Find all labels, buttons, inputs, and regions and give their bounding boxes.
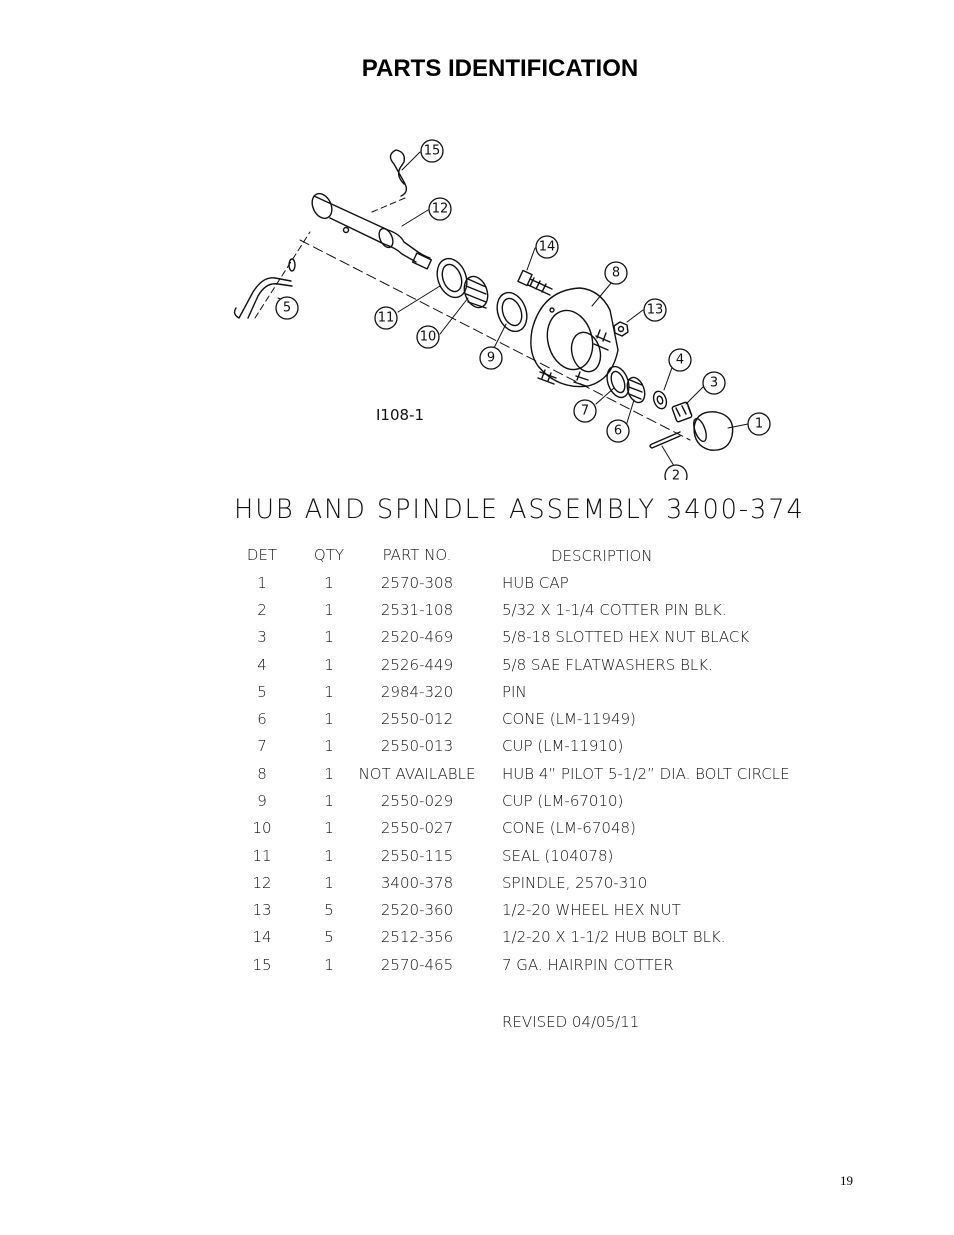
column-header-det: DET [246, 546, 278, 564]
det-cell: 11 [252, 847, 272, 865]
desc-cell: 7 GA. HAIRPIN COTTER [502, 956, 674, 974]
desc-cell: SEAL (104078) [502, 847, 614, 865]
part-cell: NOT AVAILABLE [358, 765, 476, 783]
desc-cell: 1/2-20 X 1-1/2 HUB BOLT BLK. [502, 928, 726, 946]
assembly-title: HUB AND SPINDLE ASSEMBLY 3400-374 [234, 494, 805, 525]
qty-cell: 5 [324, 928, 334, 946]
callout-label-9: 9 [486, 350, 496, 366]
callout-label-2: 2 [671, 468, 681, 480]
det-cell: 1 [257, 574, 267, 592]
hub-cap-part [691, 412, 732, 450]
qty-cell: 5 [324, 901, 334, 919]
page-number: 19 [840, 1173, 853, 1188]
revision-note: REVISED 04/05/11 [502, 1013, 640, 1031]
qty-cell: 1 [324, 574, 334, 592]
desc-cell: SPINDLE, 2570-310 [502, 874, 648, 892]
part-cell: 2550-027 [380, 819, 454, 837]
part-cell: 2531-108 [380, 601, 454, 619]
spindle-part [308, 190, 431, 268]
qty-cell: 1 [324, 656, 334, 674]
desc-cell: CUP (LM-67010) [502, 792, 624, 810]
desc-cell: 5/32 X 1-1/4 COTTER PIN BLK. [502, 601, 727, 619]
callout-label-8: 8 [611, 265, 621, 281]
part-cell: 2550-013 [380, 737, 454, 755]
column-header-part: PART NO. [382, 546, 452, 564]
det-cell: 13 [252, 901, 272, 919]
part-cell: 2520-360 [380, 901, 454, 919]
column-header-desc: DESCRIPTION [551, 547, 653, 565]
table-row [0, 628, 954, 650]
table-row [0, 656, 954, 678]
qty-cell: 1 [324, 956, 334, 974]
part-cell: 2550-029 [380, 792, 454, 810]
desc-cell: PIN [502, 683, 527, 701]
det-cell: 10 [252, 819, 272, 837]
desc-cell: HUB 4” PILOT 5-1/2” DIA. BOLT CIRCLE [502, 765, 790, 783]
assembly-centerline [300, 240, 690, 440]
table-row [0, 847, 954, 869]
table-row [0, 683, 954, 705]
part-cell: 2520-469 [380, 628, 454, 646]
det-cell: 4 [257, 656, 267, 674]
callout-label-1: 1 [754, 416, 764, 432]
qty-cell: 1 [324, 847, 334, 865]
column-header-qty: QTY [313, 546, 345, 564]
part-cell: 2512-356 [380, 928, 454, 946]
callout-label-5: 5 [282, 300, 292, 316]
table-row [0, 819, 954, 841]
qty-cell: 1 [324, 601, 334, 619]
callout-label-7: 7 [580, 403, 590, 419]
det-cell: 15 [252, 956, 272, 974]
table-row [0, 574, 954, 596]
table-row [0, 765, 954, 787]
part-cell: 2570-308 [380, 574, 454, 592]
callout-label-15: 15 [423, 143, 441, 159]
part-cell: 2570-465 [380, 956, 454, 974]
hub-bolt-part [518, 270, 552, 295]
table-row [0, 928, 954, 950]
table-row [0, 792, 954, 814]
cotter-pin-part [650, 432, 680, 448]
callout-label-3: 3 [709, 375, 719, 391]
qty-cell: 1 [324, 874, 334, 892]
table-row [0, 737, 954, 759]
callout-label-10: 10 [419, 329, 437, 345]
det-cell: 2 [257, 601, 267, 619]
det-cell: 7 [257, 737, 267, 755]
slotted-hex-nut-part [672, 402, 693, 423]
det-cell: 9 [257, 792, 267, 810]
callout-label-13: 13 [646, 302, 664, 318]
cone-part [460, 273, 492, 311]
det-cell: 14 [252, 928, 272, 946]
qty-cell: 1 [324, 737, 334, 755]
desc-cell: HUB CAP [502, 574, 569, 592]
table-row [0, 956, 954, 978]
desc-cell: 1/2-20 WHEEL HEX NUT [502, 901, 681, 919]
det-cell: 6 [257, 710, 267, 728]
hub-part [531, 288, 618, 387]
desc-cell: 5/8-18 SLOTTED HEX NUT BLACK [502, 628, 750, 646]
qty-cell: 1 [324, 765, 334, 783]
wheel-hex-nut-part [614, 322, 628, 336]
part-cell: 2984-320 [380, 683, 454, 701]
callout-label-12: 12 [431, 201, 449, 217]
det-cell: 8 [257, 765, 267, 783]
page-title: PARTS IDENTIFICATION [361, 55, 639, 82]
part-cell: 2550-012 [380, 710, 454, 728]
callout-label-6: 6 [613, 423, 623, 439]
table-row [0, 710, 954, 732]
exploded-parts-diagram [0, 0, 954, 480]
hairpin-cotter-part [390, 150, 406, 196]
desc-cell: CUP (LM-11910) [502, 737, 624, 755]
callout-label-14: 14 [538, 239, 556, 255]
table-row [0, 901, 954, 923]
cup-part [492, 288, 532, 335]
desc-cell: CONE (LM-67048) [502, 819, 636, 837]
det-cell: 3 [257, 628, 267, 646]
part-cell: 2526-449 [380, 656, 454, 674]
table-row [0, 601, 954, 623]
qty-cell: 1 [324, 792, 334, 810]
drawing-id: I108-1 [376, 406, 425, 424]
qty-cell: 1 [324, 628, 334, 646]
callout-label-11: 11 [377, 310, 395, 326]
qty-cell: 1 [324, 683, 334, 701]
table-row [0, 874, 954, 896]
callout-label-4: 4 [675, 352, 685, 368]
part-cell: 3400-378 [380, 874, 454, 892]
flatwasher-part [651, 389, 668, 410]
desc-cell: 5/8 SAE FLATWASHERS BLK. [502, 656, 713, 674]
det-cell: 5 [257, 683, 267, 701]
part-cell: 2550-115 [380, 847, 454, 865]
qty-cell: 1 [324, 710, 334, 728]
det-cell: 12 [252, 874, 272, 892]
qty-cell: 1 [324, 819, 334, 837]
desc-cell: CONE (LM-11949) [502, 710, 636, 728]
